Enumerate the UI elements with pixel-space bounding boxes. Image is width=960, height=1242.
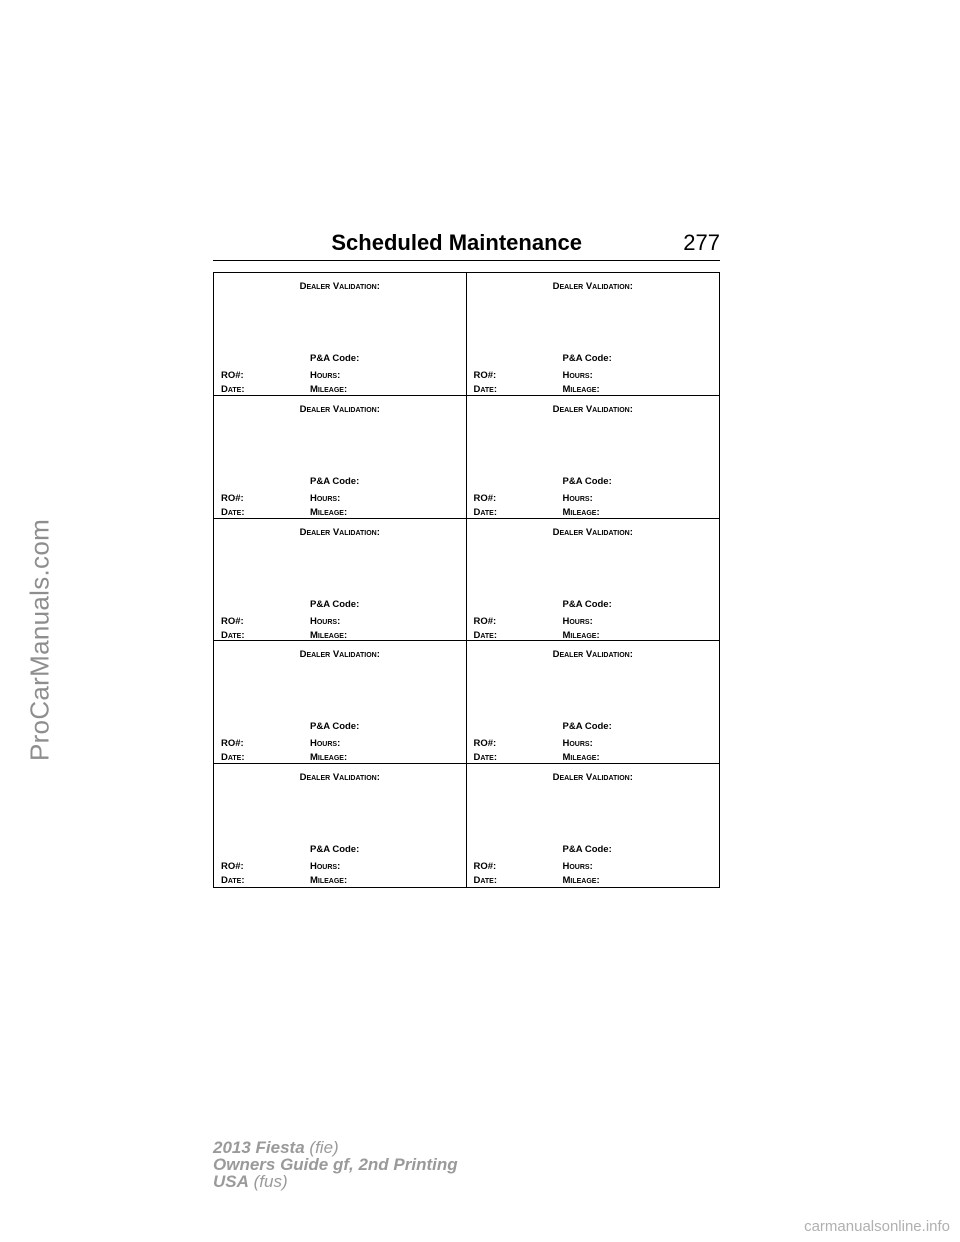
mileage-label: Mileage:	[310, 506, 348, 518]
date-label: Date:	[221, 384, 245, 395]
pa-code-label: P&A Code:	[310, 598, 360, 610]
date-label: Date:	[221, 506, 245, 518]
ro-number-label: RO#:	[473, 615, 497, 627]
hours-label: Hours:	[310, 492, 341, 504]
validation-box	[214, 641, 467, 764]
dealer-validation-label: Dealer Validation:	[552, 526, 633, 538]
validation-box	[467, 519, 720, 642]
document-footer	[213, 1139, 458, 1190]
pa-code-label: P&A Code:	[310, 353, 360, 364]
section-title: Scheduled Maintenance	[331, 230, 582, 255]
footer-line-3	[213, 1173, 458, 1190]
footer-market: USA	[213, 1172, 249, 1191]
validation-box	[467, 396, 720, 519]
date-label: Date:	[473, 875, 498, 887]
mileage-label: Mileage:	[562, 752, 600, 764]
ro-number-label: RO#:	[221, 738, 244, 750]
date-label: Date:	[473, 752, 498, 764]
dealer-validation-label: Dealer Validation:	[299, 526, 380, 538]
ro-number-label: RO#:	[473, 861, 497, 873]
side-watermark: ProCarManuals.com	[24, 518, 55, 762]
date-label: Date:	[221, 629, 245, 641]
ro-number-label: RO#:	[221, 492, 244, 504]
pa-code-label: P&A Code:	[562, 844, 612, 856]
validation-box	[214, 519, 467, 642]
mileage-label: Mileage:	[310, 384, 348, 395]
hours-label: Hours:	[562, 738, 593, 750]
hours-label: Hours:	[310, 615, 341, 627]
dealer-validation-label: Dealer Validation:	[552, 403, 633, 415]
page-number: 277	[683, 230, 720, 255]
dealer-validation-label: Dealer Validation:	[299, 403, 380, 415]
hours-label: Hours:	[562, 615, 593, 627]
hours-label: Hours:	[562, 492, 593, 504]
footer-line-1	[213, 1139, 458, 1156]
mileage-label: Mileage:	[562, 506, 600, 518]
footer-model: 2013 Fiesta	[213, 1138, 305, 1157]
ro-number-label: RO#:	[473, 492, 497, 504]
date-label: Date:	[473, 384, 498, 395]
mileage-label: Mileage:	[310, 629, 348, 641]
footer-model-code: (fie)	[309, 1138, 339, 1157]
footer-line-2: Owners Guide gf, 2nd Printing	[213, 1155, 458, 1174]
ro-number-label: RO#:	[221, 370, 244, 381]
pa-code-label: P&A Code:	[562, 475, 612, 487]
validation-box	[214, 396, 467, 519]
dealer-validation-label: Dealer Validation:	[299, 281, 380, 292]
ro-number-label: RO#:	[473, 370, 497, 381]
date-label: Date:	[473, 629, 498, 641]
mileage-label: Mileage:	[310, 875, 348, 887]
mileage-label: Mileage:	[310, 752, 348, 764]
dealer-validation-label: Dealer Validation:	[299, 649, 380, 661]
pa-code-label: P&A Code:	[562, 353, 612, 364]
date-label: Date:	[473, 506, 498, 518]
pa-code-label: P&A Code:	[310, 721, 360, 733]
validation-grid	[213, 272, 720, 888]
date-label: Date:	[221, 875, 245, 887]
validation-box	[467, 764, 720, 887]
pa-code-label: P&A Code:	[310, 475, 360, 487]
validation-box	[214, 273, 467, 396]
dealer-validation-label: Dealer Validation:	[552, 772, 633, 784]
dealer-validation-label: Dealer Validation:	[299, 772, 380, 784]
footer-market-code: (fus)	[253, 1172, 288, 1191]
bottom-watermark: carmanualsonline.info	[804, 1218, 950, 1235]
dealer-validation-label: Dealer Validation:	[552, 649, 633, 661]
ro-number-label: RO#:	[473, 738, 497, 750]
hours-label: Hours:	[310, 370, 341, 381]
pa-code-label: P&A Code:	[310, 844, 360, 856]
pa-code-label: P&A Code:	[562, 721, 612, 733]
ro-number-label: RO#:	[221, 615, 244, 627]
hours-label: Hours:	[310, 861, 341, 873]
page-header	[213, 226, 720, 261]
date-label: Date:	[221, 752, 245, 764]
pa-code-label: P&A Code:	[562, 598, 612, 610]
dealer-validation-label: Dealer Validation:	[552, 281, 633, 292]
mileage-label: Mileage:	[562, 629, 600, 641]
hours-label: Hours:	[562, 861, 593, 873]
validation-box	[214, 764, 467, 887]
hours-label: Hours:	[562, 370, 593, 381]
validation-box	[467, 641, 720, 764]
mileage-label: Mileage:	[562, 384, 600, 395]
ro-number-label: RO#:	[221, 861, 244, 873]
mileage-label: Mileage:	[562, 875, 600, 887]
validation-box	[467, 273, 720, 396]
hours-label: Hours:	[310, 738, 341, 750]
